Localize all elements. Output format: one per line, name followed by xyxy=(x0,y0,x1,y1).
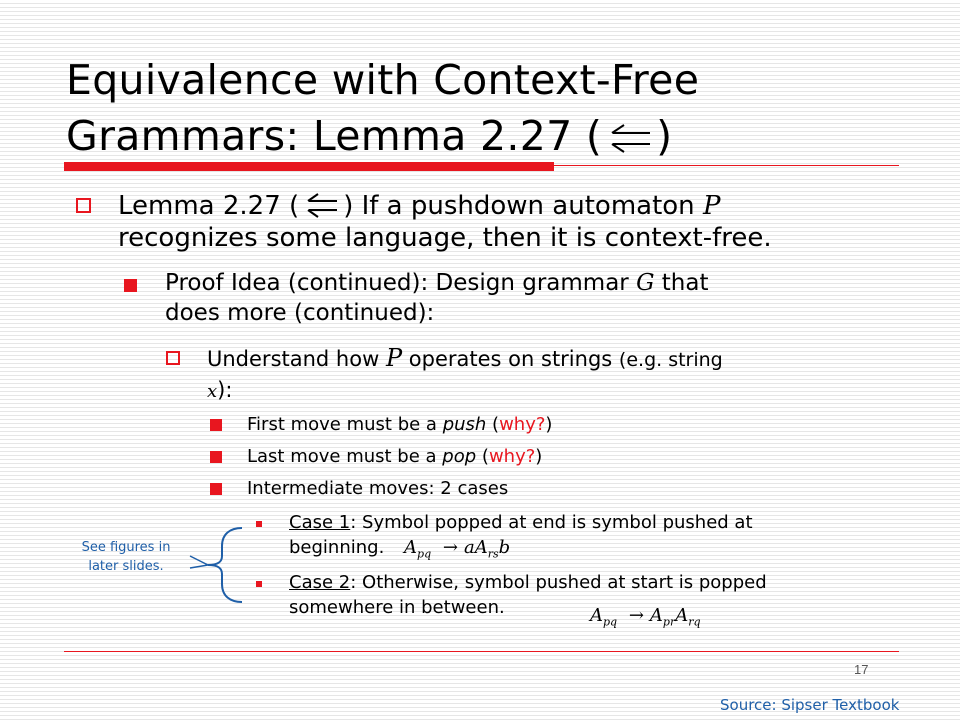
formula-symbol: A xyxy=(474,537,488,558)
understand-line-1 xyxy=(207,343,927,375)
first-move-close: ) xyxy=(545,414,553,435)
title-underline-thin xyxy=(554,165,899,166)
title-line-2-close: ) xyxy=(656,112,673,160)
last-move-why: why? xyxy=(488,446,536,467)
understand-text: Understand how xyxy=(207,347,380,371)
right-arrow-icon: → xyxy=(442,537,458,558)
proof-text: Proof Idea (continued): Design grammar xyxy=(165,270,629,296)
understand-item xyxy=(207,343,927,407)
case-1-line-2 xyxy=(289,535,929,567)
last-move-open: ( xyxy=(481,446,489,467)
case-2-label: Case 2 xyxy=(289,572,351,593)
understand-line-2 xyxy=(207,375,927,407)
side-note-line-1: See figures in xyxy=(81,540,171,555)
intermediate-item: Intermediate moves: 2 cases xyxy=(247,478,509,499)
source-credit: Source: Sipser Textbook xyxy=(720,696,900,714)
case-1-line-1 xyxy=(289,510,929,535)
formula-symbol: A xyxy=(590,605,603,626)
formula-symbol: a xyxy=(463,537,475,558)
case-2-formula xyxy=(590,605,701,629)
left-arrow-icon xyxy=(606,123,652,153)
first-move-text: First move must be a xyxy=(247,414,437,435)
formula-subscript: pq xyxy=(417,547,432,561)
first-move-word: push xyxy=(442,414,487,435)
case-1-item xyxy=(289,510,929,567)
side-note xyxy=(66,538,186,576)
small-square-bullet-icon xyxy=(256,581,262,587)
hollow-square-bullet-icon xyxy=(76,198,91,213)
last-move-item xyxy=(247,442,542,472)
understand-text-3: (e.g. string xyxy=(618,349,723,371)
formula-symbol: b xyxy=(498,537,511,558)
footer-rule xyxy=(64,651,899,652)
filled-square-bullet-icon xyxy=(210,483,222,495)
last-move-close: ) xyxy=(535,446,543,467)
filled-square-bullet-icon xyxy=(124,279,137,292)
understand-text-2: operates on strings xyxy=(408,347,613,371)
formula-symbol: A xyxy=(675,605,689,626)
formula-symbol: A xyxy=(649,605,663,626)
case-1-text: : Symbol popped at end is symbol pushed at xyxy=(350,512,753,533)
filled-square-bullet-icon xyxy=(210,419,222,431)
case-2-line-1 xyxy=(289,570,939,595)
proof-idea xyxy=(165,268,925,328)
formula-subscript: pq xyxy=(603,615,618,629)
case-2-text: : Otherwise, symbol pushed at start is popped xyxy=(350,572,767,593)
left-arrow-icon xyxy=(303,192,339,218)
hollow-square-bullet-icon xyxy=(166,351,180,365)
case-2-line-2: somewhere in between. xyxy=(289,597,505,618)
title-underline xyxy=(64,162,554,171)
case-1-formula xyxy=(404,537,511,561)
last-move-word: pop xyxy=(442,446,477,467)
first-move-item xyxy=(247,410,552,440)
var-p: P xyxy=(702,191,721,221)
formula-subscript: rs xyxy=(487,547,499,561)
lemma-line-2: recognizes some language, then it is context-free. xyxy=(118,223,772,253)
page-number: 17 xyxy=(854,662,869,677)
var-p: P xyxy=(385,344,403,372)
formula-symbol: A xyxy=(404,537,418,558)
proof-text-2: that xyxy=(661,270,709,296)
var-x: x xyxy=(207,381,218,402)
first-move-why: why? xyxy=(499,414,546,435)
lemma-text: ) If a pushdown automaton xyxy=(343,191,695,221)
formula-subscript: pr xyxy=(662,615,676,629)
lemma-label: Lemma 2.27 ( xyxy=(118,191,300,221)
title-line-2 xyxy=(66,108,926,164)
case-1-label: Case 1 xyxy=(289,512,351,533)
proof-line-2: does more (continued): xyxy=(165,300,435,326)
formula-subscript: rq xyxy=(688,615,701,629)
last-move-text: Last move must be a xyxy=(247,446,437,467)
first-move-open: ( xyxy=(492,414,500,435)
right-arrow-icon: → xyxy=(628,605,644,626)
small-square-bullet-icon xyxy=(256,521,262,527)
title-line-1: Equivalence with Context-Free xyxy=(66,56,700,104)
side-note-line-2: later slides. xyxy=(88,559,164,574)
understand-text-4: ): xyxy=(217,378,233,402)
case-1-text-2: beginning. xyxy=(289,537,385,558)
proof-line-1 xyxy=(165,268,925,298)
lemma-statement xyxy=(118,190,938,254)
slide-title xyxy=(66,52,926,164)
curly-brace-icon xyxy=(186,526,246,604)
lemma-line-1 xyxy=(118,190,938,222)
filled-square-bullet-icon xyxy=(210,451,222,463)
title-line-2-text: Grammars: Lemma 2.27 ( xyxy=(66,112,603,160)
var-g: G xyxy=(636,270,655,296)
